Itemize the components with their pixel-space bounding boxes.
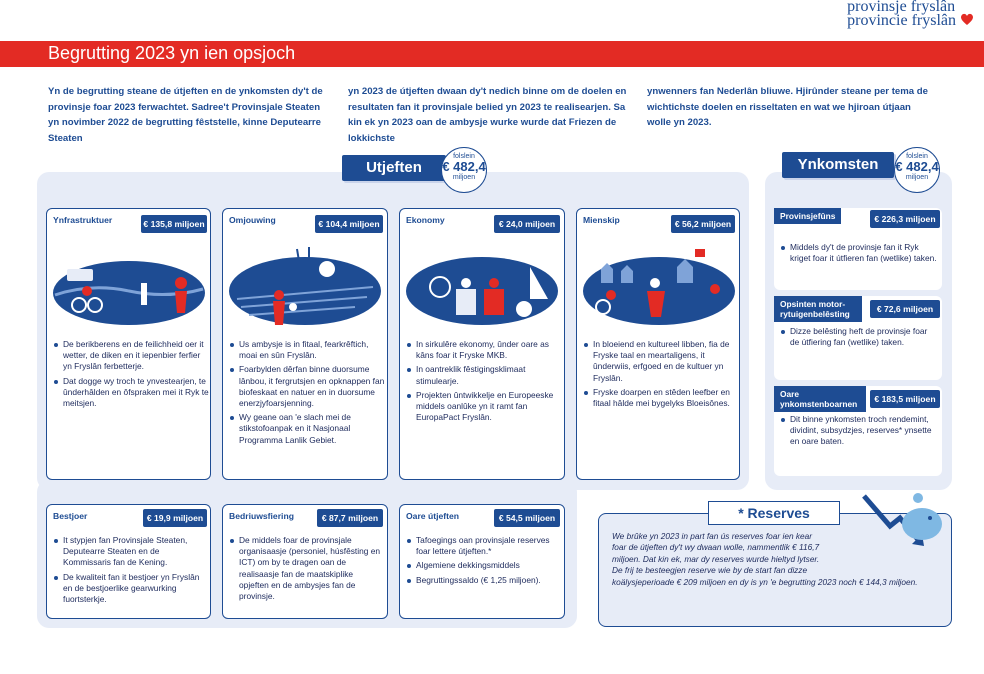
- amount-badge: € 104,4 miljoen: [315, 215, 383, 233]
- page-title: Begrutting 2023 yn ien opsjoch: [48, 43, 296, 63]
- reserves-line: foar de útjeften dy't wy dwaan wolle, nammentlik € 116,7: [612, 542, 820, 553]
- card-label: Omjouwing: [229, 215, 276, 225]
- intro-col-1: Yn de begrutting steane de útjeften en de ynkomsten dy't de provinsje foar 2023 ferwachtet. Sadree't Provinsjale Steaten yn novimber 2022 de begrutting fêststelle, kinne Deputearre Steaten: [48, 86, 323, 144]
- amount-badge: € 54,5 miljoen: [494, 509, 560, 527]
- income-card-provinsjefuns: [774, 208, 942, 290]
- bullet-item: Dit binne ynkomsten troch rendemint, dividint, subsydzjes, reserves* ynsette en oare baten.: [780, 414, 938, 448]
- heart-icon: [960, 12, 974, 26]
- title-bar: [0, 41, 984, 67]
- bullet-item: De berikberens en de feilichheid oer it wetter, de diken en it iepenbier ferfier yn Fryslân ferbetterje.: [53, 339, 209, 373]
- card-omjouwing: [222, 208, 388, 480]
- bullet-item: Begruttingssaldo (€ 1,25 miljoen).: [406, 575, 562, 586]
- card-label: Bedriuwsfiering: [229, 511, 294, 521]
- bullet-item: In bloeiend en kultureel libben, fia de Fryske taal en meartaligens, it ûnderwiis, erfgoed en de kultuer yn Fryslân.: [583, 339, 739, 384]
- card-label: Mienskip: [583, 215, 620, 225]
- community-illustration: [581, 243, 737, 335]
- bullet-item: De middels foar de provinsjale organisaasje (personiel, húsfêsting en ICT) om by te dragen oan de realisaasje fan de maatskiplike opjeften en de ambysjes fan de provinsje.: [229, 535, 385, 602]
- income-label: Opsinten motor-rytuigenbelêsting: [774, 296, 862, 322]
- bullet-item: De kwaliteit fan it bestjoer yn Fryslân en de bestjoerlike gearwurking fuortsterkje.: [53, 572, 209, 606]
- card-bedriuwsfiering: [222, 504, 388, 619]
- logo-line-1: provinsje fryslân: [847, 0, 956, 15]
- income-card-motorrytuigenbelesting: [774, 296, 942, 380]
- amount-badge: € 19,9 miljoen: [143, 509, 207, 527]
- bullet-item: Algemiene dekkingsmiddels: [406, 560, 562, 571]
- card-mienskip: [576, 208, 740, 480]
- bullet-item: Foarbylden dêrfan binne duorsume lânbou, it fergrutsjen en opknappen fan biofeskaat en natuer en in duorsume enerzjyfoarsjenning.: [229, 364, 387, 409]
- card-ekonomy: [399, 208, 565, 480]
- reserves-line: miljoen. Dat kin ek, mar dy reserves wurde hieltyd lytser.: [612, 553, 820, 564]
- bullet-item: Dizze belêsting heft de provinsje foar de útfiering fan (wetlike) taken.: [780, 326, 938, 348]
- logo: [847, 0, 956, 28]
- card-bestjoer: [46, 504, 211, 619]
- income-label: Provinsjefûns: [774, 208, 841, 224]
- income-bullets: [780, 242, 938, 267]
- card-label: Bestjoer: [53, 511, 88, 521]
- card-bullets: [53, 535, 209, 608]
- bullet-item: In sirkulêre ekonomy, ûnder oare as kâns foar it Fryske MKB.: [406, 339, 564, 361]
- card-bullets: [583, 339, 739, 412]
- bullet-item: Middels dy't de provinsje fan it Ryk kriget foar it útfieren fan (wetlike) taken.: [780, 242, 938, 264]
- amount-badge: € 226,3 miljoen: [870, 210, 940, 228]
- intro-col-3: ynwenners fan Nederlân bliuwe. Hjirûnder steane per tema de wichtichste doelen en risseltaten en wat we hjiroan útjaan wolle yn 2023.: [647, 86, 928, 128]
- reserves-title: * Reserves: [708, 501, 840, 525]
- income-bullets: [780, 414, 938, 451]
- card-label: Ynfrastruktuer: [53, 215, 113, 225]
- income-badge-amount: € 482,4: [895, 159, 939, 174]
- bullet-item: Projekten ûntwikkelje en Europeeske middels oanlûke yn it ramt fan EuropaPact Fryslân.: [406, 390, 564, 424]
- expenses-total-badge: [441, 147, 487, 193]
- amount-badge: € 135,8 miljoen: [141, 215, 207, 233]
- amount-badge: € 183,5 miljoen: [870, 390, 940, 408]
- infrastructure-illustration: [51, 243, 207, 335]
- income-heading: Ynkomsten: [782, 152, 894, 178]
- amount-badge: € 87,7 miljoen: [317, 509, 383, 527]
- income-card-oare-ynkomstenboarnen: [774, 386, 942, 476]
- card-bullets: [406, 339, 564, 426]
- bullet-item: Fryske doarpen en stêden leefber en fitaal hâlde mei bygelyks Bloeisônes.: [583, 387, 739, 409]
- reserves-line: De frij te besteegjen reserve wie by de start fan dizze: [612, 565, 808, 576]
- card-bullets: [229, 339, 387, 449]
- reserves-text: [612, 531, 932, 588]
- amount-badge: € 56,2 miljoen: [671, 215, 735, 233]
- logo-line-2: provincie fryslân: [847, 12, 956, 29]
- reserves-line: koälysjeperioade € 209 miljoen en dy is yn 'e begrutting 2023 noch € 144,3 miljoen.: [612, 576, 918, 587]
- expenses-badge-amount: € 482,4: [442, 159, 486, 174]
- income-bullets: [780, 326, 938, 351]
- expenses-heading: Utjeften: [342, 155, 446, 181]
- reserves-line: We brûke yn 2023 in part fan ús reserves foar ien kear: [612, 531, 813, 541]
- income-total-badge: [894, 147, 940, 193]
- expenses-badge-bottom: miljoen: [452, 174, 476, 181]
- card-oare-utjeften: [399, 504, 565, 619]
- income-badge-top: folslein: [906, 153, 928, 160]
- income-badge-bottom: miljoen: [905, 174, 929, 181]
- expenses-badge-top: folslein: [453, 153, 475, 160]
- card-label: Oare útjeften: [406, 511, 460, 521]
- card-label: Ekonomy: [406, 215, 445, 225]
- amount-badge: € 72,6 miljoen: [870, 300, 940, 318]
- card-ynfrastruktuer: [46, 208, 211, 480]
- card-bullets: [406, 535, 562, 589]
- intro-col-2: yn 2023 de útjeften dwaan dy't nedich binne om de doelen en resultaten fan it provinsjale belied yn 2023 te realisearjen. Sa kin ek yn 2023 oan de ambysje wurke wurde dat Friezen de lokkichste: [348, 86, 627, 144]
- bullet-item: In oantreklik fêstigingsklimaat stimulearje.: [406, 364, 564, 386]
- bullet-item: Tafoegings oan provinsjale reserves foar lettere útjeften.*: [406, 535, 562, 557]
- bullet-item: It stypjen fan Provinsjale Steaten, Deputearre Steaten en de Kommissaris fan de Kening.: [53, 535, 209, 569]
- bullet-item: Dat dogge wy troch te ynvestearjen, te ûnderhâlden en ôfspraken mei it Ryk te meitsjen.: [53, 376, 209, 410]
- card-bullets: [229, 535, 385, 605]
- environment-illustration: [227, 243, 383, 335]
- card-bullets: [53, 339, 209, 412]
- economy-illustration: [404, 243, 560, 335]
- income-label: Oare ynkomstenboarnen: [774, 386, 866, 412]
- bullet-item: Wy geane oan 'e slach mei de stikstofoanpak en it Nasjonaal Programma Lanlik Gebiet.: [229, 412, 387, 446]
- amount-badge: € 24,0 miljoen: [494, 215, 560, 233]
- bullet-item: Us ambysje is in fitaal, fearkrêftich, moai en sûn Fryslân.: [229, 339, 387, 361]
